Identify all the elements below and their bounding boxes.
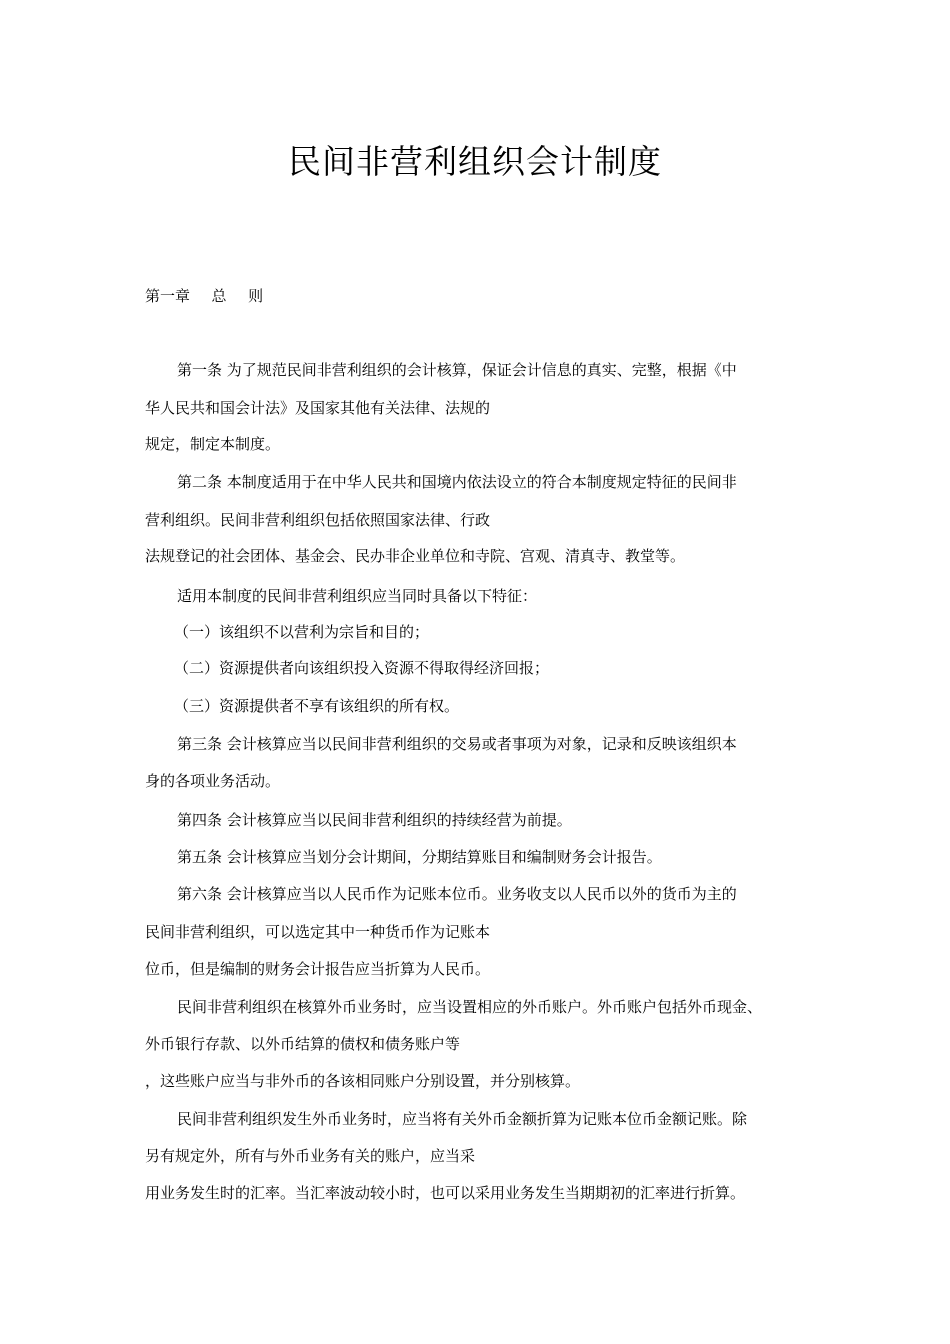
feature-item-1: （一）该组织不以营利为宗旨和目的； (174, 623, 430, 641)
features-intro: 适用本制度的民间非营利组织应当同时具备以下特征： (177, 587, 538, 605)
article-2-line-2: 营利组织。民间非营利组织包括依照国家法律、行政 (145, 511, 491, 529)
foreign-accounts-line-2: 外币银行存款、以外币结算的债权和债务账户等 (145, 1035, 461, 1053)
article-6-line-1: 第六条 会计核算应当以人民币作为记账本位币。业务收支以人民币以外的货币为主的 (177, 885, 737, 903)
article-3-line-1: 第三条 会计核算应当以民间非营利组织的交易或者事项为对象，记录和反映该组织本 (177, 735, 737, 753)
foreign-accounts-line-3: ，这些账户应当与非外币的各该相同账户分别设置，并分别核算。 (145, 1072, 581, 1090)
article-5: 第五条 会计核算应当划分会计期间，分期结算账目和编制财务会计报告。 (177, 848, 662, 866)
article-6-line-3: 位币，但是编制的财务会计报告应当折算为人民币。 (145, 960, 491, 978)
article-1-line-3: 规定，制定本制度。 (145, 435, 281, 453)
foreign-accounts-line-1: 民间非营利组织在核算外币业务时，应当设置相应的外币账户。外币账户包括外币现金、 (177, 998, 763, 1016)
document-title: 民间非营利组织会计制度 (288, 142, 662, 181)
exchange-rate-line-1: 民间非营利组织发生外币业务时，应当将有关外币金额折算为记账本位币金额记账。除 (177, 1110, 748, 1128)
feature-item-2: （二）资源提供者向该组织投入资源不得取得经济回报； (174, 659, 550, 677)
article-1-line-1: 第一条 为了规范民间非营利组织的会计核算，保证会计信息的真实、完整，根据《中 (177, 361, 737, 379)
article-1-line-2: 华人民共和国会计法》及国家其他有关法律、法规的 (145, 399, 491, 417)
exchange-rate-line-2: 另有规定外，所有与外币业务有关的账户，应当采 (145, 1147, 476, 1165)
chapter-heading: 第一章 总 则 (145, 287, 264, 305)
article-2-line-3: 法规登记的社会团体、基金会、民办非企业单位和寺院、宫观、清真寺、教堂等。 (145, 547, 686, 565)
article-6-line-2: 民间非营利组织，可以选定其中一种货币作为记账本 (145, 923, 491, 941)
article-3-line-2: 身的各项业务活动。 (145, 772, 281, 790)
feature-item-3: （三）资源提供者不享有该组织的所有权。 (174, 697, 460, 715)
exchange-rate-line-3: 用业务发生时的汇率。当汇率波动较小时，也可以采用业务发生当期期初的汇率进行折算。 (145, 1184, 746, 1202)
article-4: 第四条 会计核算应当以民间非营利组织的持续经营为前提。 (177, 811, 572, 829)
article-2-line-1: 第二条 本制度适用于在中华人民共和国境内依法设立的符合本制度规定特征的民间非 (177, 473, 737, 491)
